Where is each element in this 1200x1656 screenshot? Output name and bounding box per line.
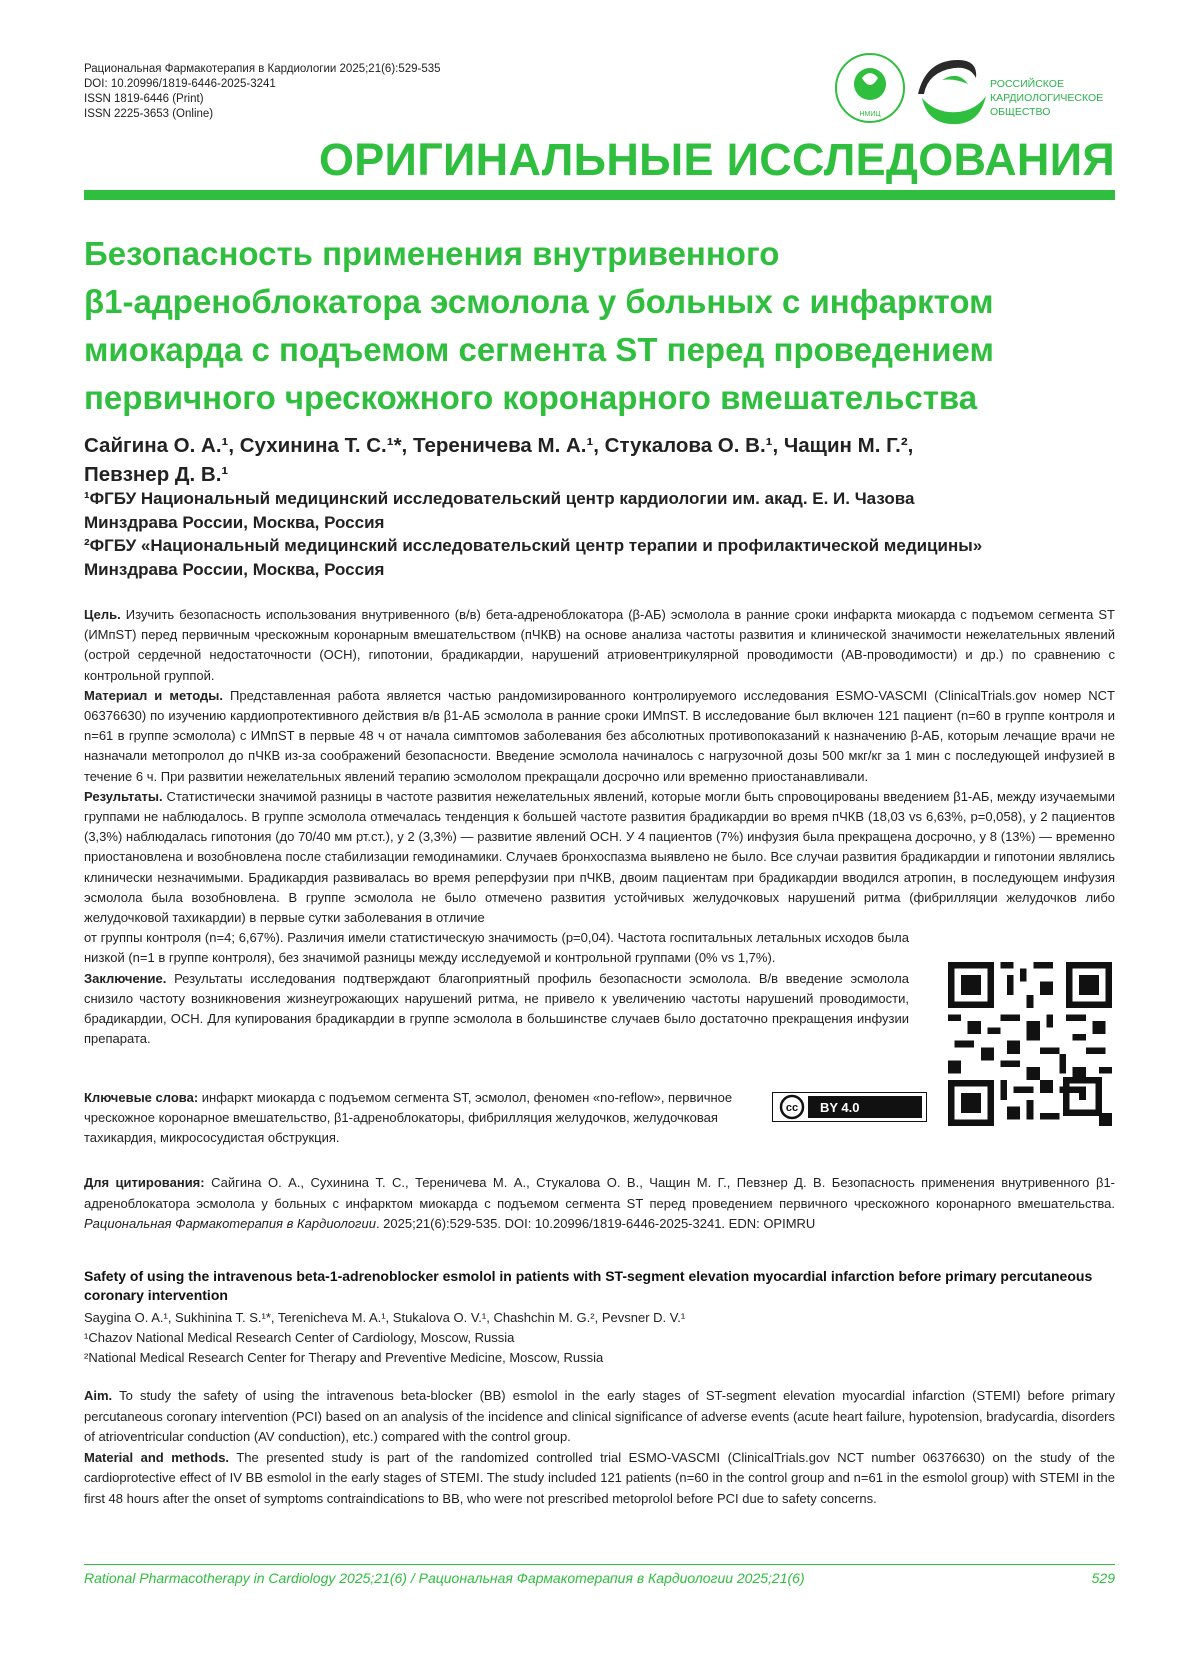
license-label: BY 4.0 [820, 1100, 860, 1115]
nmic-logo-icon [836, 54, 904, 122]
rko-name: РОССИЙСКОЕ КАРДИОЛОГИЧЕСКОЕ ОБЩЕСТВО [990, 78, 1104, 118]
footer-divider [84, 1564, 1115, 1565]
english-methods: Material and methods. The presented study is part of the randomized controlled trial ESMO-VASCMI (ClinicalTrials.gov NCT number 06376630) on the study of the cardioprotective effect of IV BB esmolol in the early stages of STEMI. The study included 121 patients (n=60 in the control group and n=61 in the esmolol group) with STEMI in the first 48 hours after the onset of symptoms contraindications to BB, who were not prescribed metoprolol before PCI due to safety concerns. [84, 1449, 1115, 1506]
citation: Для цитирования: Сайгина О. А., Сухинина Т. С., Тереничева М. А., Стукалова О. В., Чащин М. Г., Певзнер Д. В. Безопасность применения внутривенного β1-адреноблокатора эсмолола у больных с инфарктом миокарда с подъемом сегмента ST перед проведением первичного чрескожного коронарного вмешательства. Рациональная Фармакотерапия в Кардиологии. 2025;21(6):529-535. DOI: 10.20996/1819-6446-2025-3241. EDN: OPIMRU [84, 1175, 1116, 1231]
english-abstract [84, 1386, 1115, 1509]
issn-print: ISSN 1819-6446 (Print) [84, 93, 204, 105]
svg-text:cc: cc [785, 1102, 799, 1114]
affiliations: ¹ФГБУ Национальный медицинский исследовательский центр кардиологии им. акад. Е. И. Чазова Минздрава России, Москва, Россия ²ФГБУ «Национальный медицинский исследовательский центр терапии и профилактической медицины» Минздрава России, Москва, Россия [84, 489, 983, 579]
qr-code-icon[interactable] [948, 962, 1112, 1126]
abstract-results: Результаты. Статистически значимой разницы в частоте развития нежелательных явлений, которые могли быть спровоцированы введением β1-АБ, между изучаемыми группами не наблюдалось. В группе эсмолола отмечалась тенденция к большей частоте развития брадикардии во время пЧКВ (18,03 vs 6,63%, p=0,058), у 2 пациентов (3,3%) наблюдалась гипотония (до 70/40 мм рт.ст.), у 2 (3,3%) — развитие явлений ОСН. У 4 пациентов (7%) инфузия была прекращена досрочно, у 8 (13%) — временно приостановлена и возобновлена после стабилизации гемодинамики. Случаев бронхоспазма выявлено не было. Все случаи развития брадикардии и гипотонии являлись клинически незначимыми. Брадикардия развивалась во время реперфузии при пЧКВ, двоим пациентам при брадикардии вводился атропин, в последующем инфузия эсмолола была возобновлена. В группе эсмолола не было отмечено развития устойчивых желудочковых нарушений ритма (фибрилляции желудочков либо желудочковой тахикардии) в первые сутки заболевания в отличие [84, 788, 1115, 926]
english-aim: Aim. To study the safety of using the intravenous beta-blocker (BB) esmolol in the early stages of ST-segment elevation myocardial infarction (STEMI) before primary percutaneous coronary intervention (PCI) based on an analysis of the incidence and clinical significance of adverse events (acute heart failure, hypotension, bradycardia, disorders of atrioventricular conduction (AV conduction), etc.) compared with the control group. [84, 1388, 1115, 1444]
abstract-conclusion: Заключение. Результаты исследования подтверждают благоприятный профиль безопасности эсмолола. В/в введение эсмолола снизило частоту возникновения жизнеугрожающих нарушений ритма, не привело к увеличению частоты нарушений проводимости, брадикардии, ОСН. Для купирования брадикардии в группе эсмолола в большинстве случаев было достаточно прекращения инфузии препарата. [84, 970, 909, 1047]
issn-online: ISSN 2225-3653 (Online) [84, 108, 214, 120]
journal-meta [84, 62, 441, 122]
nmic-label: НМИЦ [859, 111, 881, 118]
abstract-results-cont: от группы контроля (n=4; 6,67%). Различия имели статистическую значимость (p=0,04). Частота госпитальных летальных исходов была низкой (n=1 в группе контроля), без значимой разницы между исследуемой и контрольной группами (0% vs 1,7%). [84, 930, 909, 966]
doi[interactable]: DOI: 10.20996/1819-6446-2025-3241 [84, 78, 276, 90]
english-title: Safety of using the intravenous beta-1-adrenoblocker esmolol in patients with ST-segment elevation myocardial infarction before primary percutaneous coronary intervention [84, 1268, 1093, 1303]
cc-license-badge[interactable] [772, 1092, 927, 1122]
journal-line: Рациональная Фармакотерапия в Кардиологии 2025;21(6):529-535 [84, 63, 441, 75]
rko-logo-icon [918, 60, 986, 124]
english-authors: Saygina O. A.¹, Sukhinina T. S.¹*, Terenicheva M. A.¹, Stukalova O. V.¹, Chashchin M. G.², Pevsner D. V.¹ ¹Chazov National Medical Research Center of Cardiology, Moscow, Russia ²National Medical Research Center for Therapy and Preventive Medicine, Moscow, Russia [84, 1310, 686, 1365]
footer-journal: Rational Pharmacotherapy in Cardiology 2025;21(6) / Рациональная Фармакотерапия в Кардиологии 2025;21(6) [84, 1570, 805, 1586]
keywords: Ключевые слова: инфаркт миокарда с подъемом сегмента ST, эсмолол, феномен «no-reflow», первичное чрескожное коронарное вмешательство, β1-адреноблокаторы, фибрилляция желудочков, желудочковая тахикардия, микрососудистая обструкция. [84, 1090, 733, 1145]
section-divider [84, 190, 1115, 200]
page-number: 529 [1091, 1570, 1115, 1586]
article-title: Безопасность применения внутривенного β1-адреноблокатора эсмолола у больных с инфарктом миокарда с подъемом сегмента ST перед проведением первичного чрескожного коронарного вмешательства [84, 235, 994, 416]
authors: Сайгина О. А.¹, Сухинина Т. С.¹*, Тереничева М. А.¹, Стукалова О. В.¹, Чащин М. Г.², Певзнер Д. В.¹ [84, 434, 914, 486]
abstract-aim: Цель. Изучить безопасность использования внутривенного (в/в) бета-адреноблокатора (β-АБ) эсмолола в ранние сроки инфаркта миокарда с подъемом сегмента ST (ИМпST) перед первичным чрескожным коронарным вмешательством (пЧКВ) на основе анализа частоты развития и клинической значимости нежелательных явлений (острой сердечной недостаточности (ОСН), гипотонии, брадикардии, нарушений атриовентрикулярной проводимости (АВ-проводимости) и др.) по сравнению с контрольной группой. [84, 607, 1115, 683]
section-title: ОРИГИНАЛЬНЫЕ ИССЛЕДОВАНИЯ [318, 134, 1115, 185]
abstract-methods: Материал и методы. Представленная работа является частью рандомизированного контролируемого исследования ESMO-VASCMI (ClinicalTrials.gov номер NCT 06376630) по изучению кардиопротективного действия в/в β1-АБ эсмолола в ранние сроки ИМпST. В исследование был включен 121 пациент (n=60 в группе контроля и n=61 в группе эсмолола) с ИМпST в первые 48 ч от начала симптомов заболевания без абсолютных противопоказаний к назначению β-АБ, которым лечащие врачи не назначали метопролол до пЧКВ из-за соображений безопасности. Введение эсмолола начиналось с нагрузочной дозы 500 мкг/кг за 1 мин с последующей инфузией в течение 6 ч. При развитии нежелательных явлений терапию эсмололом прекращали досрочно или временно приостанавливали. [84, 687, 1115, 784]
